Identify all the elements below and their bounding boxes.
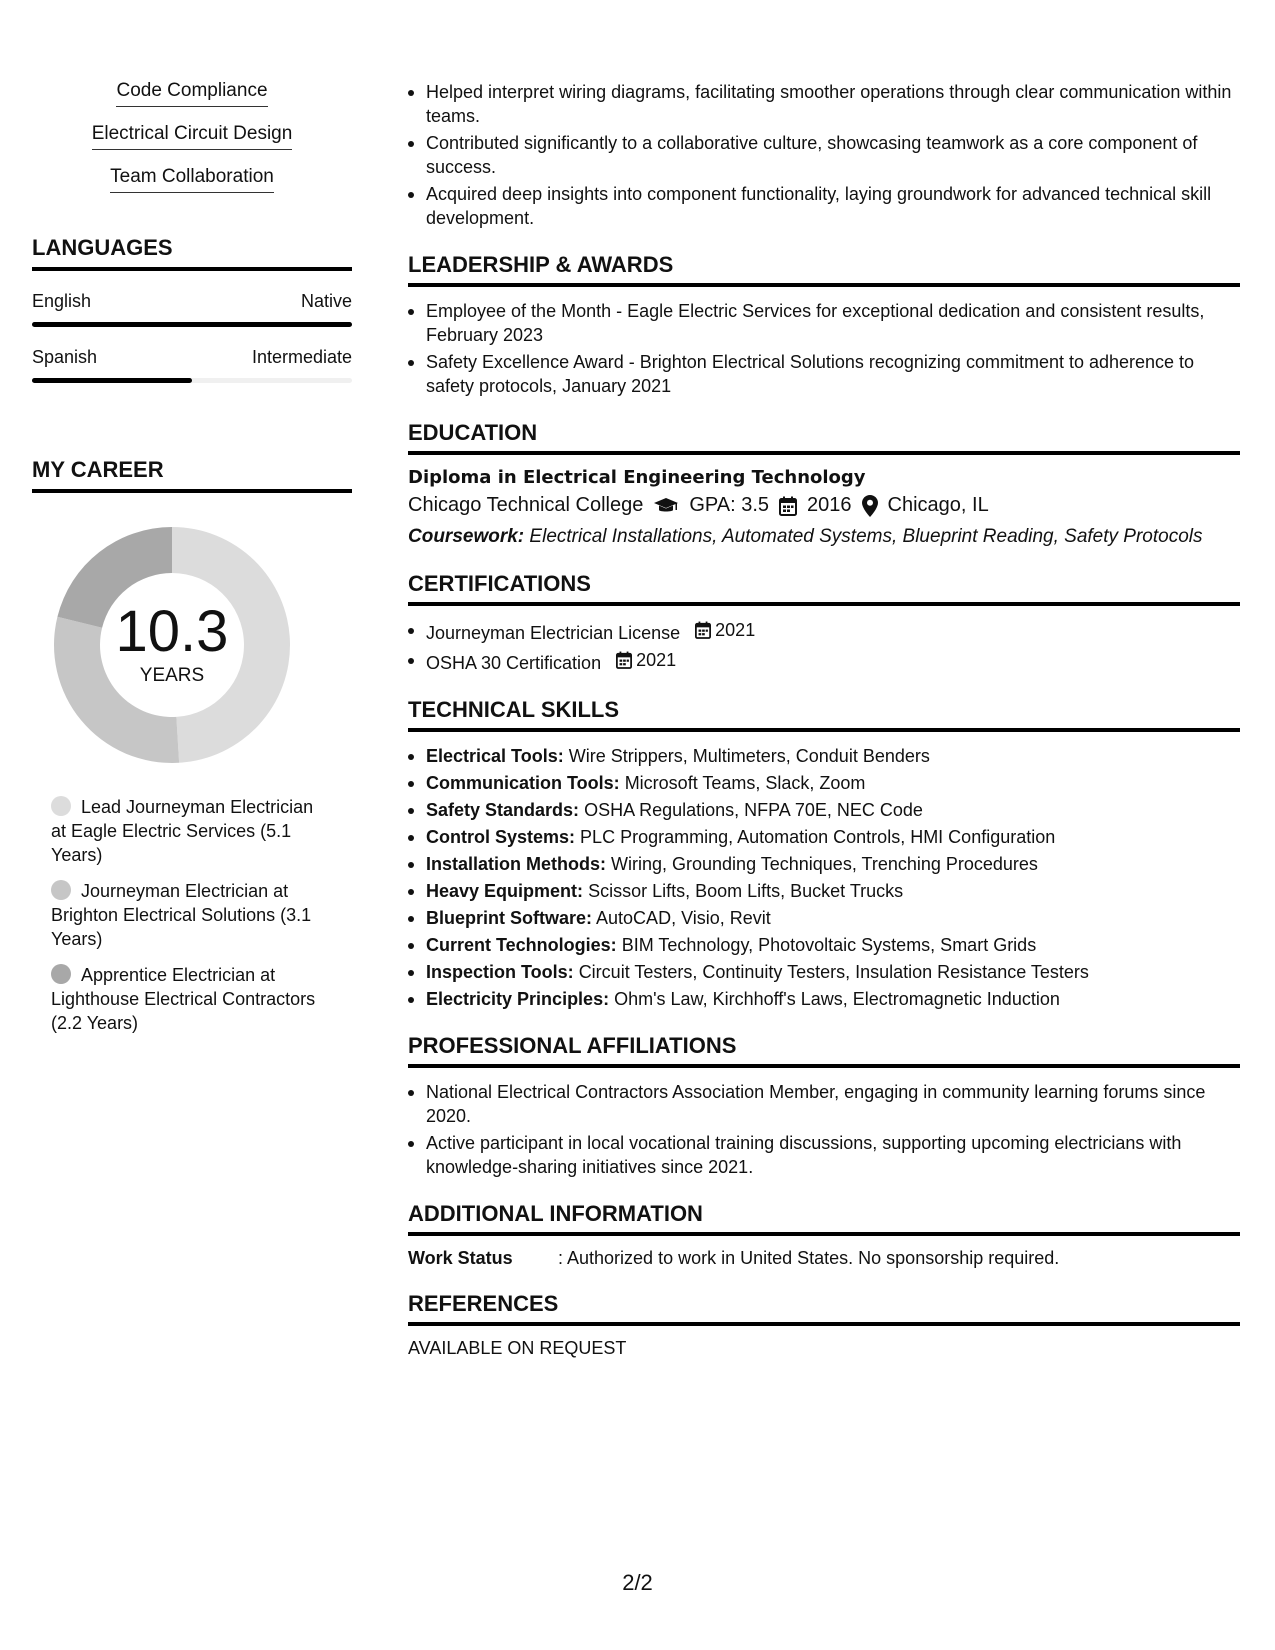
technical-skills-heading: TECHNICAL SKILLS <box>408 697 1240 732</box>
skill-category: Blueprint Software: <box>426 908 593 928</box>
technical-skill-item <box>408 933 1240 957</box>
gpa: GPA: 3.5 <box>689 494 770 516</box>
career-section <box>32 457 352 1035</box>
skill-category: Installation Methods: <box>426 854 606 874</box>
skill-category: Current Technologies: <box>426 935 617 955</box>
legend-dot <box>51 796 71 816</box>
degree-title: Diploma in Electrical Engineering Technology <box>408 467 866 488</box>
affiliations-section <box>408 1033 1240 1179</box>
legend-dot <box>51 880 71 900</box>
technical-skill-item <box>408 987 1240 1011</box>
award-item: Employee of the Month - Eagle Electric Services for exceptional dedication and consistent results, February 2023 <box>408 299 1240 347</box>
certification-year: 2021 <box>636 650 677 670</box>
language-level: Intermediate <box>251 347 352 367</box>
experience-bullet: Helped interpret wiring diagrams, facilitating smoother operations through clear communication within teams. <box>408 80 1240 128</box>
skill-category: Control Systems: <box>426 827 576 847</box>
technical-skill-item <box>408 960 1240 984</box>
career-legend-text: Lead Journeyman Electrician at Eagle Electric Services (5.1 Years) <box>51 797 314 865</box>
work-status-row <box>408 1248 1240 1269</box>
school-location: Chicago, IL <box>887 494 989 516</box>
skill-values: Ohm's Law, Kirchhoff's Laws, Electromagnetic Induction <box>614 989 1060 1009</box>
references-section <box>408 1291 1240 1359</box>
skill-category: Electricity Principles: <box>426 989 610 1009</box>
skill-category: Communication Tools: <box>426 773 620 793</box>
calendar-icon <box>779 496 797 516</box>
additional-info-section <box>408 1201 1240 1269</box>
skill-category: Heavy Equipment: <box>426 881 584 901</box>
technical-skill-item <box>408 798 1240 822</box>
language-proficiency-fill <box>32 378 192 383</box>
technical-skill-item <box>408 852 1240 876</box>
technical-skills-list <box>408 744 1240 1011</box>
skill-values: Microsoft Teams, Slack, Zoom <box>624 773 866 793</box>
skill-values: Wire Strippers, Multimeters, Conduit Benders <box>568 746 930 766</box>
education-heading: EDUCATION <box>408 420 1240 455</box>
education-details <box>408 494 1240 517</box>
language-name: English <box>32 291 92 311</box>
skill-category: Inspection Tools: <box>426 962 574 982</box>
work-status-label: Work Status <box>408 1248 513 1268</box>
career-donut-chart <box>50 523 310 783</box>
technical-skill-item <box>408 825 1240 849</box>
language-level: Native <box>300 291 352 311</box>
location-pin-icon <box>862 495 878 517</box>
calendar-icon <box>616 651 632 669</box>
skill-tags <box>32 80 352 207</box>
right-column <box>408 80 1240 1359</box>
language-name: Spanish <box>32 347 98 367</box>
leadership-section <box>408 252 1240 398</box>
legend-dot <box>51 964 71 984</box>
graduation-cap-icon <box>653 497 679 515</box>
career-legend-item <box>51 963 331 1035</box>
language-item <box>32 291 352 327</box>
certification-item <box>408 648 1240 675</box>
skill-category: Electrical Tools: <box>426 746 564 766</box>
career-legend-text: Journeyman Electrician at Brighton Electrical Solutions (3.1 Years) <box>51 881 312 949</box>
skill-tag: Team Collaboration <box>110 166 274 193</box>
skill-category: Safety Standards: <box>426 800 580 820</box>
left-column <box>32 80 352 1047</box>
skill-values: BIM Technology, Photovoltaic Systems, Smart Grids <box>621 935 1037 955</box>
coursework <box>408 525 1240 549</box>
technical-skill-item <box>408 879 1240 903</box>
technical-skill-item <box>408 744 1240 768</box>
career-legend-item <box>51 879 331 951</box>
page-number: 2/2 <box>622 1570 653 1595</box>
experience-bullets <box>408 80 1240 230</box>
work-status-value: : Authorized to work in United States. No sponsorship required. <box>558 1248 1060 1268</box>
certification-year: 2021 <box>715 620 756 640</box>
technical-skill-item <box>408 906 1240 930</box>
skill-tag: Code Compliance <box>116 80 267 107</box>
skill-values: Wiring, Grounding Techniques, Trenching Procedures <box>611 854 1038 874</box>
certification-item <box>408 618 1240 645</box>
education-section <box>408 420 1240 549</box>
experience-bullet: Acquired deep insights into component functionality, laying groundwork for advanced technical skill development. <box>408 182 1240 230</box>
technical-skill-item <box>408 771 1240 795</box>
language-item <box>32 347 352 383</box>
career-years-unit: YEARS <box>139 665 205 686</box>
skill-values: AutoCAD, Visio, Revit <box>596 908 771 928</box>
certification-name: OSHA 30 Certification <box>426 653 602 673</box>
experience-bullet: Contributed significantly to a collaborative culture, showcasing teamwork as a core component of success. <box>408 131 1240 179</box>
calendar-icon <box>695 621 711 639</box>
award-item: Safety Excellence Award - Brighton Electrical Solutions recognizing commitment to adherence to safety protocols, January 2021 <box>408 350 1240 398</box>
languages-heading: LANGUAGES <box>32 235 352 271</box>
leadership-heading: LEADERSHIP & AWARDS <box>408 252 1240 287</box>
certification-name: Journeyman Electrician License <box>426 623 681 643</box>
skill-tag: Electrical Circuit Design <box>92 123 293 150</box>
skill-values: PLC Programming, Automation Controls, HMI Configuration <box>580 827 1056 847</box>
technical-skills-section <box>408 697 1240 1011</box>
career-legend <box>32 795 352 1035</box>
career-legend-item <box>51 795 331 867</box>
affiliation-item: National Electrical Contractors Association Member, engaging in community learning forums since 2020. <box>408 1080 1240 1128</box>
affiliation-item: Active participant in local vocational training discussions, supporting upcoming electricians with knowledge-sharing initiatives since 2021. <box>408 1131 1240 1179</box>
skill-values: Circuit Testers, Continuity Testers, Insulation Resistance Testers <box>578 962 1089 982</box>
affiliations-heading: PROFESSIONAL AFFILIATIONS <box>408 1033 1240 1068</box>
references-text: AVAILABLE ON REQUEST <box>408 1338 627 1358</box>
career-legend-text: Apprentice Electrician at Lighthouse Electrical Contractors (2.2 Years) <box>51 965 316 1033</box>
references-heading: REFERENCES <box>408 1291 1240 1326</box>
skill-values: OSHA Regulations, NFPA 70E, NEC Code <box>584 800 923 820</box>
school-name: Chicago Technical College <box>408 494 644 516</box>
coursework-text: Electrical Installations, Automated Systems, Blueprint Reading, Safety Protocols <box>529 526 1203 547</box>
career-total-years: 10.3 <box>115 599 229 664</box>
career-heading: MY CAREER <box>32 457 352 493</box>
languages-section <box>32 235 352 383</box>
language-proficiency-bar <box>32 322 352 327</box>
additional-info-heading: ADDITIONAL INFORMATION <box>408 1201 1240 1236</box>
certifications-section <box>408 571 1240 675</box>
certifications-heading: CERTIFICATIONS <box>408 571 1240 606</box>
skill-values: Scissor Lifts, Boom Lifts, Bucket Trucks <box>588 881 904 901</box>
language-proficiency-bar <box>32 378 352 383</box>
language-proficiency-fill <box>32 322 352 327</box>
graduation-year: 2016 <box>807 494 852 516</box>
coursework-label: Coursework: <box>408 526 525 547</box>
